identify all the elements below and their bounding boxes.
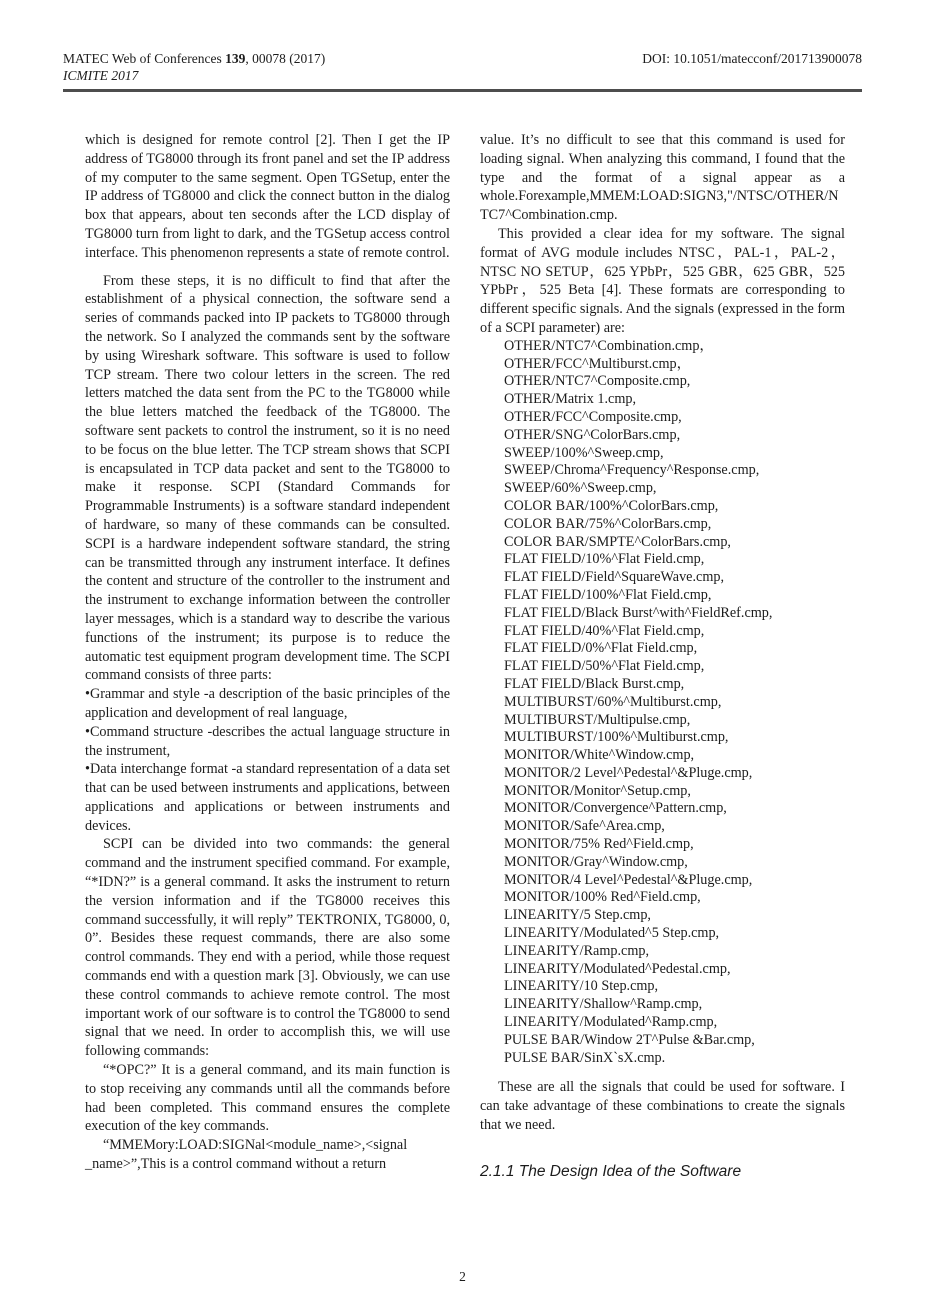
paragraph: “MMEMory:LOAD:SIGNal<module_name>,<signal _name>”,This is a control command without a return <box>85 1137 408 1173</box>
journal-issue: , 00078 (2017) <box>245 51 326 66</box>
signal-item: LINEARITY/Modulated^Ramp.cmp, <box>504 1014 718 1031</box>
paragraph-continuation: which is designed for remote control [2]. Then I get the IP address of TG8000 through its front panel and set the IP address of my computer to the same segment. Open TGSetup, enter the IP address of TG8000 and click the connect button in the dialog box that appears, about ten seconds after the LCD display of TG8000 turn from light to dark, and the TGSetup access control interface. This phenomenon represents a state of remote control. <box>85 132 450 261</box>
signal-item: LINEARITY/5 Step.cmp, <box>504 907 651 924</box>
signal-item: OTHER/NTC7^Composite.cmp, <box>504 373 691 390</box>
header-rule <box>63 89 862 92</box>
left-column <box>85 131 450 1182</box>
paragraph-continuation: value. It’s no difficult to see that this command is used for loading signal. When analyzing this command, I found that the type and the format of a signal appear as a whole.Forexample,MMEM:LOAD:SIGN3,"/NTSC/OTHER/NTC7^Combination.cmp. <box>480 132 845 224</box>
signal-item: OTHER/NTC7^Combination.cmp， <box>504 337 714 354</box>
signal-item: COLOR BAR/100%^ColorBars.cmp, <box>504 497 719 514</box>
signal-item: OTHER/SNG^ColorBars.cmp, <box>504 426 681 443</box>
right-column <box>480 131 845 1182</box>
bullet-item: •Data interchange format -a standard representation of a data set that can be used between instruments and applications, between applications and applications or between instruments and devices. <box>85 761 450 834</box>
signal-item: LINEARITY/Shallow^Ramp.cmp, <box>504 996 703 1013</box>
signal-item: FLAT FIELD/Black Burst.cmp, <box>504 675 685 692</box>
section-heading: 2.1.1 The Design Idea of the Software <box>480 1162 742 1180</box>
paragraph: “*OPC?” It is a general command, and its main function is to stop receiving any commands until all the commands before had been completed. This command ensures the complete execution of the key commands. <box>85 1062 450 1135</box>
signal-item: LINEARITY/Modulated^5 Step.cmp, <box>504 925 720 942</box>
page-body <box>85 131 845 1182</box>
page-header <box>63 50 862 84</box>
paragraph: This provided a clear idea for my software. The signal format of AVG module includes NTSC，PAL-1，PAL-2，NTSC NO SETUP，625 YPbPr，525 GBR，625 GBR，525 YPbPr，525 Beta [4]. These formats are corresponding to different specific signals. And the signals (expressed in the form of a SCPI parameter) are: <box>480 225 845 336</box>
signal-item: COLOR BAR/75%^ColorBars.cmp, <box>504 515 712 532</box>
signal-item: FLAT FIELD/50%^Flat Field.cmp, <box>504 658 705 675</box>
bullet-item: •Grammar and style -a description of the basic principles of the application and development of real language, <box>85 686 450 721</box>
signal-item: MONITOR/100% Red^Field.cmp, <box>504 889 701 906</box>
signal-item: FLAT FIELD/40%^Flat Field.cmp, <box>504 622 705 639</box>
journal-volume: 139 <box>225 51 246 66</box>
page-number: 2 <box>459 1269 466 1284</box>
signal-item: OTHER/Matrix 1.cmp, <box>504 391 637 408</box>
signal-item: MONITOR/Convergence^Pattern.cmp, <box>504 800 727 817</box>
signal-item: LINEARITY/Modulated^Pedestal.cmp, <box>504 960 731 977</box>
signal-item: SWEEP/60%^Sweep.cmp, <box>504 480 657 497</box>
signal-item: MONITOR/White^Window.cmp, <box>504 747 695 764</box>
signal-item: SWEEP/100%^Sweep.cmp, <box>504 444 664 461</box>
signal-item: MULTIBURST/Multipulse.cmp, <box>504 711 691 728</box>
signal-item: FLAT FIELD/0%^Flat Field.cmp, <box>504 640 698 657</box>
signal-item: MONITOR/Gray^Window.cmp, <box>504 853 688 870</box>
signal-item: MULTIBURST/60%^Multiburst.cmp, <box>504 693 722 710</box>
doi: DOI: 10.1051/matecconf/201713900078 <box>642 51 862 66</box>
signal-item: MONITOR/Monitor^Setup.cmp, <box>504 782 691 799</box>
signal-list <box>480 338 845 1068</box>
signal-item: MONITOR/75% Red^Field.cmp, <box>504 836 694 853</box>
signal-item: LINEARITY/Ramp.cmp, <box>504 942 649 959</box>
bullet-item: •Command structure -describes the actual language structure in the instrument, <box>85 723 450 759</box>
paragraph: SCPI can be divided into two commands: the general command and the instrument specified command. For example, “*IDN?” is a general command. It asks the instrument to return the version information and if the TG8000 receives this command successfully, it will reply” TEKTRONIX, TG8000, 0, 0”. Besides these request commands, there are also some control commands. They end with a period, while those request commands end with a question mark [3]. Obviously, we can use these control commands to achieve remote control. The most important work of our software is to control the TG8000 to send signal that we need. In order to accomplish this, we will use following commands: <box>85 836 451 1060</box>
signal-item: PULSE BAR/Window 2T^Pulse &Bar.cmp, <box>504 1031 755 1048</box>
signal-item: FLAT FIELD/100%^Flat Field.cmp, <box>504 586 712 603</box>
page-footer <box>0 1269 925 1285</box>
signal-item: FLAT FIELD/Field^SquareWave.cmp, <box>504 569 725 586</box>
signal-item: OTHER/FCC^Composite.cmp, <box>504 408 682 425</box>
journal-citation <box>63 50 325 67</box>
signal-item: COLOR BAR/SMPTE^ColorBars.cmp, <box>504 533 731 550</box>
signal-item: MULTIBURST/100%^Multiburst.cmp, <box>504 729 729 746</box>
signal-item: PULSE BAR/SinX`sX.cmp. <box>504 1049 666 1066</box>
paragraph: These are all the signals that could be used for software. I can take advantage of these combinations to create the signals that we need. <box>480 1079 845 1134</box>
signal-item: LINEARITY/10 Step.cmp, <box>504 978 659 995</box>
signal-item: OTHER/FCC^Multiburst.cmp， <box>504 355 691 372</box>
signal-item: MONITOR/2 Level^Pedestal^&Pluge.cmp, <box>504 764 753 781</box>
paragraph: From these steps, it is no difficult to find that after the establishment of a physical connection, the software send a series of commands packed into IP packets to TG8000 through the network. So I analyzed the commands sent by the software by using Wireshark software. This software is used to follow TCP stream. There two colour letters in the screen. The red letters matched the data sent from the PC to the TG8000 while the blue letters matched the feedback of the TG8000. The software sent packets to control the instrument, so it is no need to be focus on the blue letter. The TCP stream shows that SCPI is encapsulated in TCP data packet and sent to the TG8000 to make it response. SCPI (Standard Commands for Programmable Instruments) is a software standard independent of hardware, so many of these commands can be consulted. SCPI is a hardware independent software standard, the string can be transmitted through any instrument interface. It defines the content and structure of the controller to the instrument and the instrument to exchange information between the controller layer messages, which is a standard way to describe the various functions of the instrument; its purpose is to reduce the automatic test equipment program development time. The SCPI command consists of three parts: <box>85 272 450 684</box>
signal-item: FLAT FIELD/10%^Flat Field.cmp, <box>504 551 705 568</box>
signal-item: MONITOR/Safe^Area.cmp, <box>504 818 665 835</box>
signal-item: SWEEP/Chroma^Frequency^Response.cmp, <box>504 462 760 479</box>
signal-item: FLAT FIELD/Black Burst^with^FieldRef.cmp, <box>504 604 773 621</box>
journal-title: MATEC Web of Conferences <box>63 51 226 66</box>
signal-item: MONITOR/4 Level^Pedestal^&Pluge.cmp, <box>504 871 753 888</box>
conference-name: ICMITE 2017 <box>63 68 139 83</box>
